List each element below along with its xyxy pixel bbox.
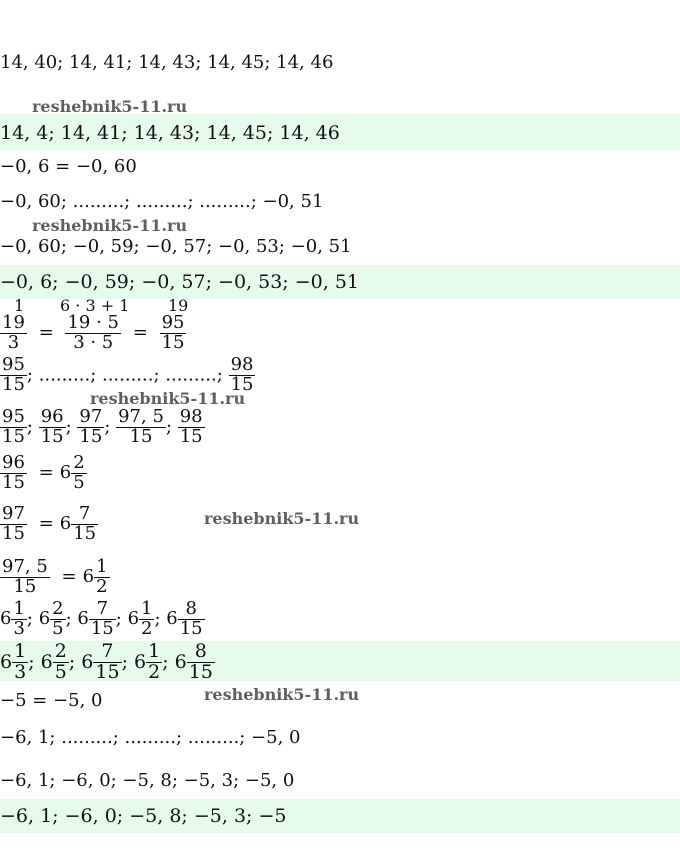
fraction: $\frac{96}{15}$ (40, 406, 64, 447)
sequence-line: −0, 60; −0, 59; −0, 57; −0, 53; −0, 51 (0, 236, 352, 257)
fraction: $\frac{97}{15}$ (2, 503, 25, 544)
mixed-number-sequence: 6 $\frac{1}{3}$ ; 6 $\frac{2}{5}$ ; 6 $\frac{7}{15}$ ; 6 $\frac{1}{2}$ ; 6 $\frac{8}{15}$ (0, 598, 203, 639)
fraction: $\frac{96}{15}$ (2, 452, 25, 493)
fraction: $\frac{98}{15}$ (230, 354, 254, 395)
fraction-sequence: $\frac{95}{15}$ ; $\frac{96}{15}$ ; $\frac{97}{15}$ ; $\frac{97, 5}{15}$ ; $\frac{98}{15}$ (2, 406, 203, 447)
answer-mixed-sequence: 6 $\frac{1}{3}$ ; 6 $\frac{2}{5}$ ; 6 $\frac{7}{15}$ ; 6 $\frac{1}{2}$ ; 6 $\frac{8}{15}$ (0, 640, 213, 683)
mixed-number-equation: $\frac{97, 5}{15}$ = 6 $\frac{1}{2}$ (2, 556, 108, 597)
fraction: $\frac{95}{15}$ (161, 312, 185, 353)
blank-sequence-line: −0, 60; .........; .........; .........; −0, 51 (0, 191, 324, 212)
fraction: $\frac{97, 5}{15}$ (118, 406, 164, 447)
sequence-line: 14, 40; 14, 41; 14, 43; 14, 45; 14, 46 (0, 52, 334, 73)
watermark: reshebnik5-11.ru (32, 97, 188, 116)
fraction: $\frac{98}{15}$ (179, 406, 203, 447)
watermark: reshebnik5-11.ru (90, 389, 246, 408)
fraction: $\frac{95}{15}$ (2, 406, 25, 447)
fraction: $\frac{19 \cdot 5}{3 \cdot 5}$ (67, 312, 119, 353)
equation-line: −5 = −5, 0 (0, 690, 103, 711)
mixed-number-equation: $\frac{97}{15}$ = 6 $\frac{7}{15}$ (2, 503, 97, 544)
dots: ; .........; .........; .........; (26, 364, 223, 386)
blank-fraction-sequence (0, 356, 255, 395)
mixed-number-equation: $\frac{96}{15}$ = 6 $\frac{2}{5}$ (2, 452, 85, 493)
answer-line: −0, 6; −0, 59; −0, 57; −0, 53; −0, 51 (0, 271, 359, 293)
fraction: $\frac{97, 5}{15}$ (2, 556, 48, 597)
watermark: reshebnik5-11.ru (32, 216, 188, 235)
fraction: $\frac{97}{15}$ (79, 406, 103, 447)
fraction-superscript: 6 · 3 + 1 (60, 296, 130, 315)
fraction: $\frac{19}{3}$ (2, 312, 25, 353)
answer-line: 14, 4; 14, 41; 14, 43; 14, 45; 14, 46 (0, 122, 340, 144)
fraction: $\frac{95}{15}$ (2, 354, 25, 395)
equation-line: −0, 6 = −0, 60 (0, 156, 137, 177)
sequence-line: −6, 1; −6, 0; −5, 8; −5, 3; −5, 0 (0, 770, 295, 791)
blank-sequence-line: −6, 1; .........; .........; .........; −5, 0 (0, 727, 301, 748)
watermark: reshebnik5-11.ru (204, 685, 360, 704)
answer-line: −6, 1; −6, 0; −5, 8; −5, 3; −5 (0, 805, 287, 827)
fraction-superscript: 1 (14, 296, 25, 315)
watermark: reshebnik5-11.ru (204, 509, 360, 528)
fraction-equation: $\frac{19}{3}$ = $\frac{19 \cdot 5}{3 \cdot 5}$ = $\frac{95}{15}$ (2, 312, 185, 353)
fraction-superscript: 19 (168, 296, 189, 315)
